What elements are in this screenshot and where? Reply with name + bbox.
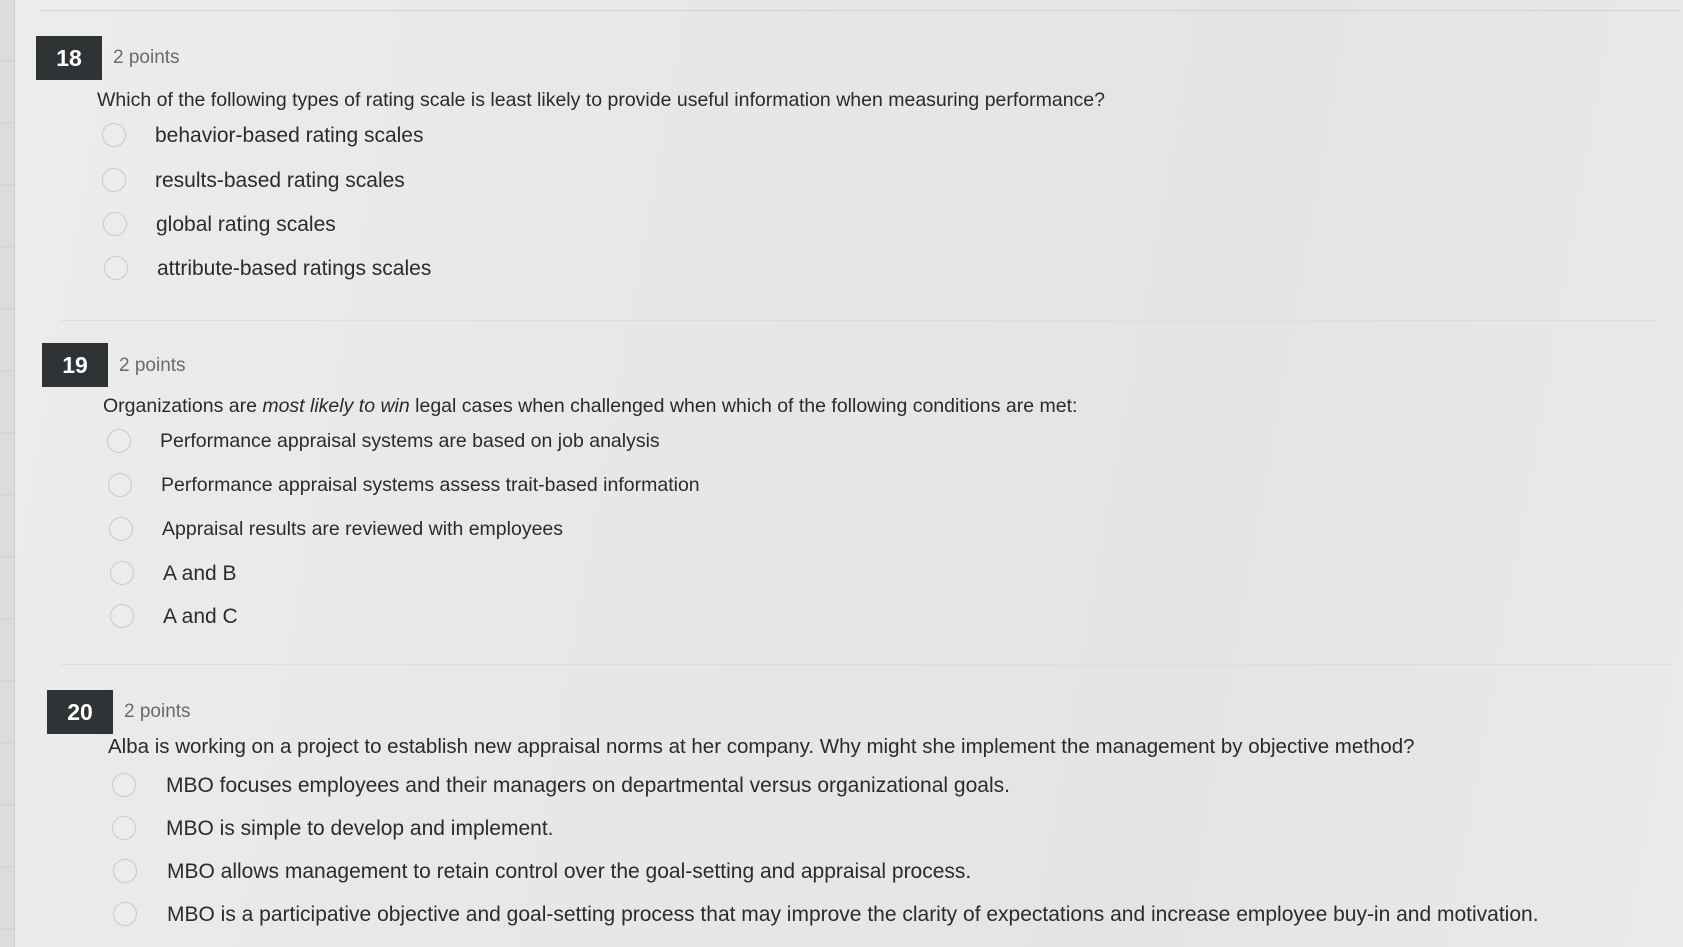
question-prompt: Which of the following types of rating scale is least likely to provide useful information when measuring performance? (97, 89, 1106, 111)
question-divider (60, 664, 1670, 665)
answer-label: MBO focuses employees and their managers on departmental versus organizational goals. (166, 774, 1010, 797)
prompt-text: Organizations are (103, 395, 263, 417)
question-prompt: Alba is working on a project to establish new appraisal norms at her company. Why might she implement the management by objective method? (108, 735, 1415, 758)
answer-label: Performance appraisal systems are based on job analysis (160, 430, 660, 452)
question-number-badge: 18 (36, 36, 102, 80)
answer-label: A and C (163, 605, 238, 628)
question-divider (60, 320, 1660, 321)
question-number-badge: 20 (47, 690, 113, 734)
radio-button[interactable] (113, 902, 137, 926)
question-points: 2 points (124, 701, 191, 722)
question-points: 2 points (113, 47, 180, 68)
answer-label: global rating scales (156, 213, 336, 236)
radio-button[interactable] (102, 123, 126, 147)
answer-label: MBO is simple to develop and implement. (166, 817, 554, 840)
question-points: 2 points (119, 355, 186, 376)
radio-button[interactable] (102, 168, 126, 192)
question-number-badge: 19 (42, 343, 108, 387)
radio-button[interactable] (112, 773, 136, 797)
top-divider (40, 10, 1680, 11)
radio-button[interactable] (113, 859, 137, 883)
radio-button[interactable] (112, 816, 136, 840)
radio-button[interactable] (107, 429, 131, 453)
radio-button[interactable] (110, 561, 134, 585)
answer-label: MBO is a participative objective and goal-setting process that may improve the clarity of expectations and increase employee buy-in and motivation. (167, 903, 1539, 926)
radio-button[interactable] (108, 473, 132, 497)
answer-label: Performance appraisal systems assess trait-based information (161, 474, 700, 496)
answer-label: MBO allows management to retain control over the goal-setting and appraisal process. (167, 860, 972, 883)
radio-button[interactable] (110, 604, 134, 628)
prompt-text: legal cases when challenged when which of the following conditions are met: (409, 395, 1078, 417)
answer-label: A and B (163, 562, 237, 585)
prompt-emphasis: most likely to win (262, 395, 410, 417)
answer-label: attribute-based ratings scales (157, 257, 432, 280)
answer-label: results-based rating scales (155, 169, 405, 192)
answer-label: Appraisal results are reviewed with employees (162, 518, 564, 540)
answer-label: behavior-based rating scales (155, 124, 424, 147)
left-edge (0, 0, 14, 947)
question-prompt (103, 395, 1077, 418)
radio-button[interactable] (103, 212, 127, 236)
radio-button[interactable] (109, 517, 133, 541)
radio-button[interactable] (104, 256, 128, 280)
